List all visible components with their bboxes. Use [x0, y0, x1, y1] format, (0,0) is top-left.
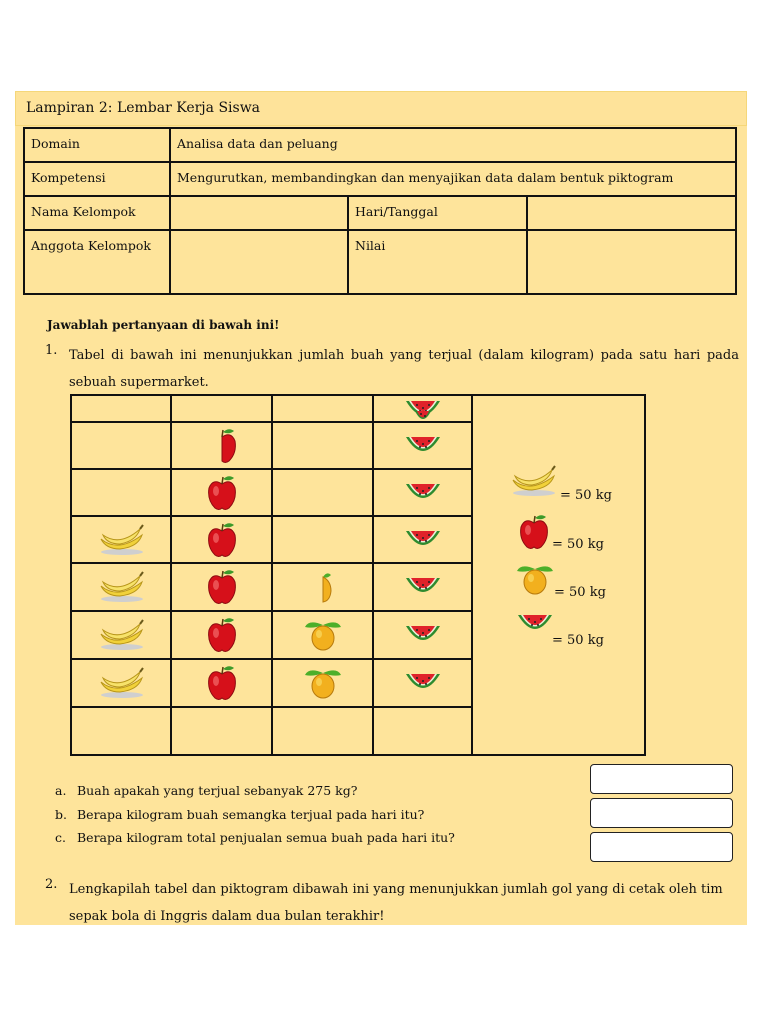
apple-icon — [172, 612, 271, 658]
legend-watermelon-icon — [515, 609, 555, 643]
question-1-number: 1. — [45, 343, 58, 358]
subquestion-c — [55, 830, 455, 845]
legend-banana-icon — [510, 464, 558, 502]
legend-value: = 50 kg — [552, 537, 604, 552]
apple-icon — [172, 660, 271, 706]
info-table — [23, 127, 737, 295]
grid-line — [471, 396, 473, 754]
banana-icon — [74, 612, 170, 658]
kompetensi-label: Kompetensi — [24, 162, 170, 196]
half-mango-icon — [273, 564, 372, 610]
subquestion-a-label: a. — [55, 783, 67, 798]
banana-icon — [74, 564, 170, 610]
watermelon-icon — [374, 612, 471, 658]
legend-mango-icon — [513, 561, 557, 601]
subquestion-b — [55, 807, 424, 822]
legend-apple-icon — [517, 513, 551, 555]
legend-value: = 50 kg — [552, 633, 604, 648]
subquestion-b-text: Berapa kilogram buah semangka terjual pada hari itu? — [77, 807, 425, 822]
answer-box-c[interactable] — [590, 832, 733, 862]
hari-tanggal-label: Hari/Tanggal — [348, 196, 527, 230]
page-title: Lampiran 2: Lembar Kerja Siswa — [26, 100, 261, 116]
watermelon-icon — [374, 660, 471, 706]
pictogram-table — [70, 394, 646, 756]
watermelon-icon — [374, 564, 471, 610]
question-2-number: 2. — [45, 877, 58, 892]
legend-value: = 50 kg — [554, 585, 606, 600]
subquestion-b-label: b. — [55, 807, 67, 822]
apple-icon — [172, 470, 271, 515]
apple-icon — [172, 564, 271, 610]
domain-value: Analisa data dan peluang — [170, 128, 736, 162]
banana-icon — [74, 517, 170, 562]
nilai-field[interactable] — [527, 230, 736, 294]
subquestion-c-label: c. — [55, 830, 66, 845]
apple-icon — [172, 517, 271, 562]
watermelon-icon — [374, 470, 471, 515]
legend-value: = 50 kg — [560, 488, 612, 503]
title-bar — [15, 91, 747, 126]
anggota-kelompok-label: Anggota Kelompok — [24, 230, 170, 294]
mango-icon — [273, 660, 372, 706]
half-watermelon-icon — [374, 396, 471, 443]
anggota-kelompok-field[interactable] — [170, 230, 348, 294]
question-1-text: Tabel di bawah ini menunjukkan jumlah buah yang terjual (dalam kilogram) pada satu hari pada sebuah supermarket. — [69, 348, 739, 390]
domain-label: Domain — [24, 128, 170, 162]
grid-line — [72, 706, 473, 708]
kompetensi-value: Mengurutkan, membandingkan dan menyajikan data dalam bentuk piktogram — [170, 162, 736, 196]
nama-kelompok-label: Nama Kelompok — [24, 196, 170, 230]
answer-box-a[interactable] — [590, 764, 733, 794]
mango-icon — [273, 612, 372, 658]
subquestion-a — [55, 783, 357, 798]
subquestion-a-text: Buah apakah yang terjual sebanyak 275 kg? — [77, 783, 358, 798]
worksheet — [15, 91, 747, 925]
half-apple-icon — [172, 423, 271, 468]
answer-box-b[interactable] — [590, 798, 733, 828]
nilai-label: Nilai — [348, 230, 527, 294]
hari-tanggal-field[interactable] — [527, 196, 736, 230]
question-2-text: Lengkapilah tabel dan piktogram dibawah ini yang menunjukkan jumlah gol yang di cetak oleh tim sepak bola di Inggris dalam dua bulan terakhir! — [69, 882, 723, 924]
watermelon-icon — [374, 517, 471, 562]
subquestion-c-text: Berapa kilogram total penjualan semua buah pada hari itu? — [77, 830, 455, 845]
instruction: Jawablah pertanyaan di bawah ini! — [47, 318, 280, 332]
nama-kelompok-field[interactable] — [170, 196, 348, 230]
banana-icon — [74, 660, 170, 706]
